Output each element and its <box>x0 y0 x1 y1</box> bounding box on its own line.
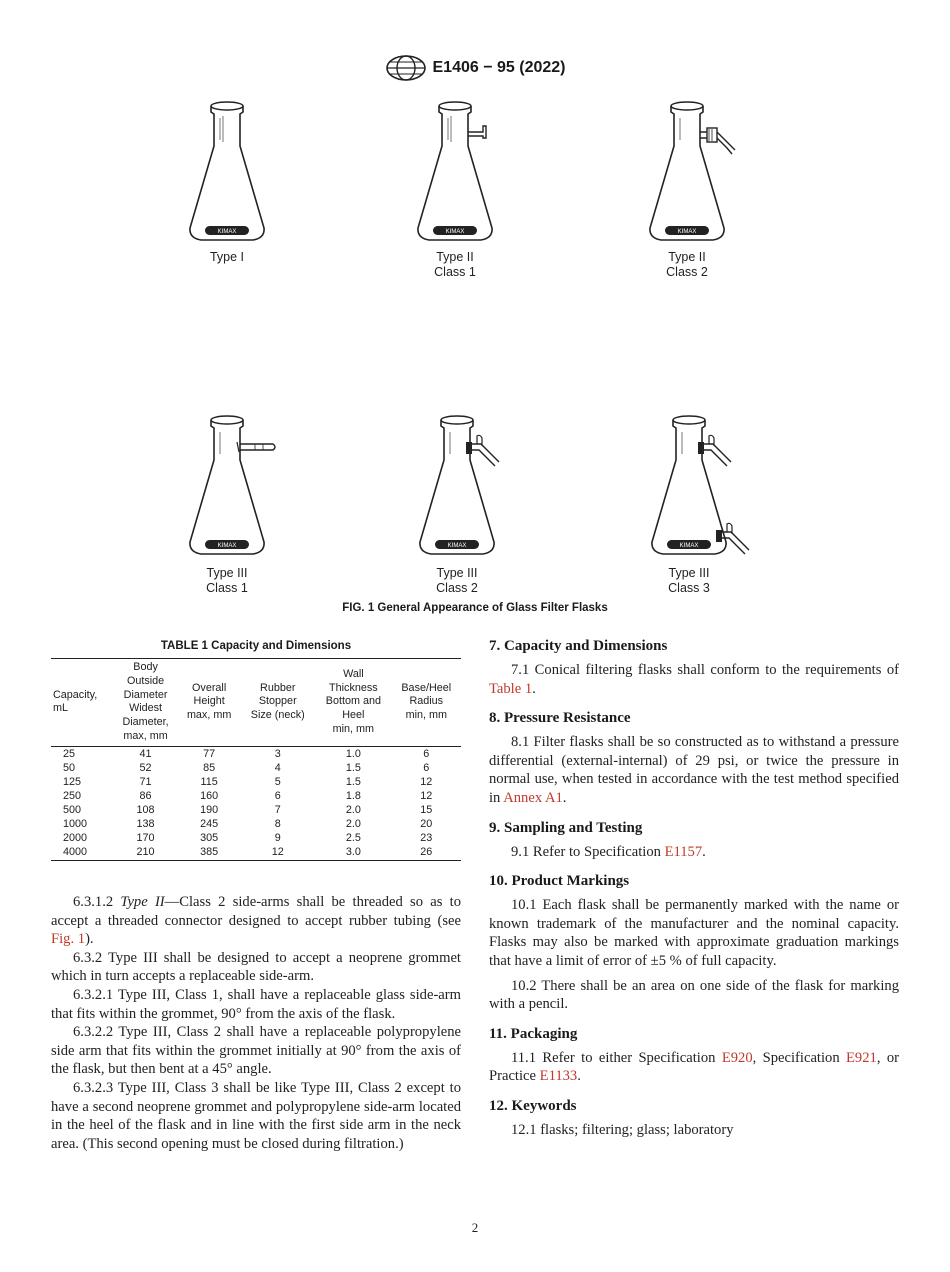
flask-type-3-class-2 <box>357 412 557 562</box>
header-line: Base/Heel <box>401 681 452 694</box>
section-12 <box>489 1098 899 1140</box>
section-11 <box>489 1026 899 1086</box>
header-line: Outside <box>126 674 165 687</box>
table-cell: 9 <box>274 831 281 844</box>
table-cell: 115 <box>200 775 218 788</box>
header-line: Thickness <box>329 681 378 694</box>
paragraph-text: 9.1 Refer to Specification <box>511 843 665 860</box>
section-heading: 8. Pressure Resistance <box>489 710 631 727</box>
table-cell: 2000 <box>63 831 88 844</box>
section-heading: 10. Product Markings <box>489 873 630 890</box>
flask-label-line1: Type III <box>206 566 248 580</box>
left-column-text <box>51 893 461 1153</box>
section-heading: 9. Sampling and Testing <box>489 819 643 836</box>
paragraph-7-1 <box>489 661 899 698</box>
section-9 <box>489 820 899 862</box>
table-cell: 138 <box>136 817 155 830</box>
table-cell: 6 <box>423 747 430 760</box>
paragraph-12-1: 12.1 flasks; filtering; glass; laboratory <box>511 1121 734 1138</box>
table-row <box>51 746 461 761</box>
flask-type-3-class-1 <box>127 412 327 562</box>
table-cell: 12 <box>420 789 433 802</box>
astm-logo-icon <box>385 54 427 82</box>
table-cell: 86 <box>139 789 152 802</box>
flask-label-line2: Class 3 <box>668 581 710 595</box>
flask-type-3-class-3 <box>589 412 789 562</box>
flask-label-line2: Class 1 <box>206 581 248 595</box>
table-cell: 190 <box>200 803 219 816</box>
table-cell: 305 <box>200 831 219 844</box>
table-cell: 12 <box>240 845 315 861</box>
paragraph-text: , Specification <box>752 1049 846 1066</box>
paragraph-text: 11.1 Refer to either Specification <box>511 1049 722 1066</box>
section-10 <box>489 873 899 1014</box>
header-line: Bottom and <box>325 695 381 708</box>
header-line: Radius <box>409 695 444 708</box>
flask-type-2-class-2 <box>587 98 787 248</box>
table-cell: 385 <box>178 845 240 861</box>
table-header-cell <box>392 659 461 747</box>
header-line: mL <box>53 702 68 715</box>
fig-1-link[interactable]: Fig. 1 <box>51 931 86 948</box>
header-line: min, mm <box>405 709 447 722</box>
page-header <box>0 52 950 84</box>
table-cell: 108 <box>136 803 155 816</box>
paragraph-text: . <box>577 1068 581 1085</box>
flask-label-line1: Type III <box>668 566 710 580</box>
table-cell: 2.0 <box>345 817 361 830</box>
table-cell: 71 <box>139 775 152 788</box>
flask-label <box>127 250 327 265</box>
paragraph-text: 8.1 Filter flasks shall be so constructed as to withstand a pressure differential (external-internal) of 29 psi, or twice the pressure in normal use, when tested in accordance with the test method specified in <box>489 734 899 806</box>
paragraph-6-3-1-2 <box>51 893 461 949</box>
flask-label-line1: Type II <box>436 250 474 264</box>
table-cell: 12 <box>420 775 433 788</box>
flask-label <box>587 250 787 280</box>
header-line: max, mm <box>123 729 168 742</box>
table-1 <box>51 640 461 861</box>
table-cell: 52 <box>139 761 152 774</box>
table-1-link[interactable]: Table 1 <box>489 680 533 697</box>
header-line: Height <box>193 695 225 708</box>
table-cell: 250 <box>63 789 82 802</box>
table-cell: 245 <box>200 817 219 830</box>
flask-label <box>589 566 789 596</box>
dimensions-table <box>51 658 461 861</box>
svg-text:KIMAX: KIMAX <box>677 229 697 235</box>
table-row <box>51 845 461 861</box>
flask-drawing <box>127 412 327 562</box>
table-cell: 77 <box>203 747 216 760</box>
table-header-cell <box>315 659 391 747</box>
flask-drawing <box>355 98 555 248</box>
table-cell: 25 <box>63 747 76 760</box>
paragraph-6-3-2: 6.3.2 Type III shall be designed to accept a neoprene grommet which in turn accepts a replaceable side-arm. <box>51 949 461 985</box>
table-row <box>51 803 461 817</box>
e920-link[interactable]: E920 <box>721 1049 753 1066</box>
table-cell: 125 <box>63 775 82 788</box>
table-cell: 26 <box>392 845 461 861</box>
table-cell: 4000 <box>51 845 113 861</box>
table-row <box>51 789 461 803</box>
table-cell: 15 <box>420 803 433 816</box>
header-line: Size (neck) <box>250 709 305 722</box>
paragraph-text: ). <box>85 931 94 948</box>
section-8 <box>489 710 899 807</box>
header-line: Rubber <box>260 681 296 694</box>
table-cell: 3 <box>274 747 281 760</box>
table-cell: 210 <box>113 845 178 861</box>
table-header-row <box>51 659 461 747</box>
figure-1 <box>0 90 950 620</box>
paragraph-11-1 <box>489 1049 899 1086</box>
paragraph-text: . <box>532 680 536 697</box>
table-cell: 4 <box>274 761 281 774</box>
flask-label-line1: Type III <box>436 566 478 580</box>
right-column-text <box>489 638 899 1152</box>
flask-label-line2: Class 2 <box>436 581 478 595</box>
table-cell: 1.8 <box>345 789 361 802</box>
table-cell: 170 <box>136 831 155 844</box>
paragraph-text: 7.1 Conical filtering flasks shall conform to the requirements of <box>511 662 899 678</box>
paragraph-6-3-2-2: 6.3.2.2 Type III, Class 2 shall have a replaceable polypropylene side arm that fits within the grommet initially at 90° from the axis of the flask, but then bent at a 45° angle. <box>51 1024 461 1078</box>
section-7 <box>489 638 899 698</box>
table-row <box>51 775 461 789</box>
table-cell: 3.0 <box>315 845 391 861</box>
flask-label-line2: Class 2 <box>666 265 708 279</box>
table-row <box>51 761 461 775</box>
flask-drawing <box>127 98 327 248</box>
table-cell: 6 <box>423 761 430 774</box>
header-line: Wall <box>343 667 364 680</box>
flask-type-2-class-1 <box>355 98 555 248</box>
header-line: Capacity, <box>53 688 98 701</box>
flask-drawing <box>357 412 557 562</box>
table-cell: 85 <box>203 761 216 774</box>
paragraph-8-1 <box>489 733 899 807</box>
header-line: Diameter, <box>122 716 169 729</box>
table-cell: 23 <box>420 831 433 844</box>
svg-text:KIMAX: KIMAX <box>445 229 465 235</box>
table-cell: 50 <box>63 761 76 774</box>
table-cell: 1.0 <box>345 747 361 760</box>
e1133-link[interactable]: E1133 <box>539 1068 578 1085</box>
table-cell: 2.0 <box>345 803 361 816</box>
table-cell: 2.5 <box>345 831 361 844</box>
italic-term: Type II <box>120 894 165 910</box>
flask-type-1 <box>127 98 327 248</box>
table-header-cell <box>113 659 178 747</box>
table-caption: TABLE 1 Capacity and Dimensions <box>160 640 352 652</box>
table-row <box>51 817 461 831</box>
paragraph-10-2: 10.2 There shall be an area on one side of the flask for marking with a pencil. <box>489 977 899 1013</box>
flask-label <box>127 566 327 596</box>
page-number: 2 <box>471 1220 479 1235</box>
paragraph-text: , or Practice <box>489 1049 899 1085</box>
standard-designation: E1406 − 95 (2022) <box>432 59 566 76</box>
table-body <box>51 746 461 860</box>
header-line: Overall <box>192 681 227 694</box>
svg-text:KIMAX: KIMAX <box>217 543 237 549</box>
svg-text:KIMAX: KIMAX <box>447 543 467 549</box>
e1157-link[interactable]: E1157 <box>664 843 703 860</box>
section-heading: 11. Packaging <box>489 1025 578 1042</box>
paragraph-9-1 <box>489 843 899 862</box>
section-number: 6.3.1.2 <box>73 894 114 910</box>
paragraph-text: . <box>702 843 706 860</box>
header-line: max, mm <box>186 709 232 722</box>
figure-caption: FIG. 1 General Appearance of Glass Filter Flasks <box>342 602 608 614</box>
table-header-cell <box>178 659 240 747</box>
paragraph-text: . <box>562 789 567 806</box>
paragraph-6-3-2-3: 6.3.2.3 Type III, Class 3 shall be like Type III, Class 2 except to have a second neoprene grommet and polypropylene side-arm located in the heel of the flask and in line with the first side arm in the neck area. (This second opening must be closed during filtration.) <box>51 1079 461 1152</box>
svg-text:KIMAX: KIMAX <box>679 543 699 549</box>
table-cell: 41 <box>139 747 152 760</box>
section-heading: 12. Keywords <box>489 1097 577 1114</box>
paragraph-10-1: 10.1 Each flask shall be permanently marked with the name or known trademark of the manufacturer and the nominal capacity. Flasks may also be marked with approximate graduation markings that have a limit of error of ±5 % of full capacity. <box>489 897 899 969</box>
table-cell: 1.5 <box>345 775 361 788</box>
table-header-cell <box>240 659 315 747</box>
table-cell: 20 <box>420 817 433 830</box>
table-header-cell <box>51 659 113 747</box>
table-cell: 7 <box>274 803 281 816</box>
header-line: Widest <box>129 702 163 715</box>
paragraph-6-3-2-1: 6.3.2.1 Type III, Class 1, shall have a replaceable glass side-arm that fits within the grommet, 90° from the axis of the flask. <box>51 986 461 1022</box>
header-line: min, mm <box>332 723 375 736</box>
table-row <box>51 831 461 845</box>
header-line: Heel <box>342 709 365 722</box>
table-cell: 1.5 <box>345 761 361 774</box>
flask-label <box>357 566 557 596</box>
table-cell: 5 <box>274 775 281 788</box>
flask-label <box>355 250 555 280</box>
table-cell: 500 <box>63 803 82 816</box>
flask-label-line2: Class 1 <box>434 265 476 279</box>
table-cell: 6 <box>274 789 281 802</box>
flask-label-line1: Type II <box>668 250 706 264</box>
table-cell: 160 <box>200 789 219 802</box>
header-line: Stopper <box>258 695 297 708</box>
flask-drawing <box>587 98 787 248</box>
flask-label-line1: Type I <box>209 250 245 264</box>
header-line: Diameter <box>123 688 168 701</box>
section-heading: 7. Capacity and Dimensions <box>489 638 668 654</box>
table-cell: 1000 <box>63 817 88 830</box>
table-cell: 8 <box>274 817 281 830</box>
annex-a1-link[interactable]: Annex A1 <box>503 789 563 806</box>
paragraph-text: —Class 2 side-arms shall be threaded so as to accept a threaded connector designed to accept rubber tubing (see <box>51 894 462 929</box>
header-line: Body <box>133 661 158 673</box>
svg-text:KIMAX: KIMAX <box>217 229 237 235</box>
e921-link[interactable]: E921 <box>846 1049 877 1066</box>
flask-drawing <box>589 412 789 562</box>
